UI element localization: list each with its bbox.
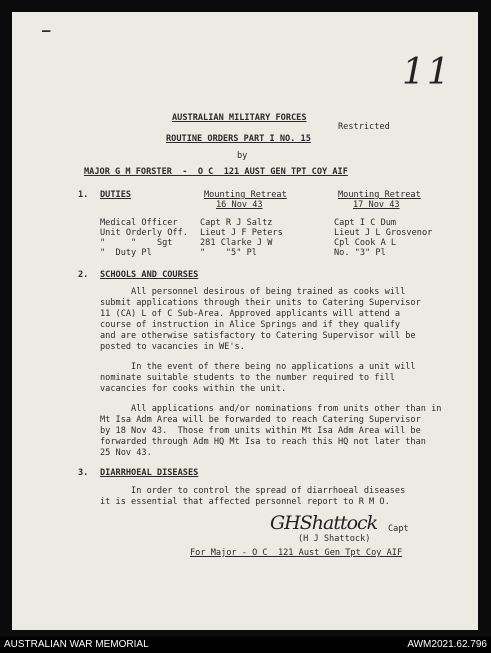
col1-head: Mounting Retreat xyxy=(204,190,287,200)
paragraph-line: forwarded through Adm HQ Mt Isa to reach this HQ not later than xyxy=(100,437,426,447)
paragraph-line: All applications and/or nominations from units other than in xyxy=(100,404,442,414)
duty-day2: No. "3" Pl xyxy=(334,248,386,258)
section1-number: 1. xyxy=(78,190,89,200)
col2-head: Mounting Retreat xyxy=(338,190,421,200)
footer-bar xyxy=(0,637,491,653)
duty-label: " Duty Pl xyxy=(100,248,152,258)
col2-date: 17 Nov 43 xyxy=(353,200,400,210)
duty-day2: Cpl Cook A L xyxy=(334,238,397,248)
handwritten-number: 11 xyxy=(402,52,452,93)
duty-day1: 281 Clarke J W xyxy=(200,238,273,248)
signatory-rank: Capt xyxy=(388,524,409,534)
paragraph-line: 11 (CA) L of C Sub-Area. Approved applicants will attend a xyxy=(100,309,401,319)
signature: GHShattock xyxy=(270,512,378,534)
duty-day2: Capt I C Dum xyxy=(334,218,397,228)
paragraph-line: it is essential that affected personnel report to R M O. xyxy=(100,497,390,507)
section3-number: 3. xyxy=(78,468,89,478)
section1-title: DUTIES xyxy=(100,190,132,200)
section2-number: 2. xyxy=(78,270,89,280)
document-page xyxy=(12,12,478,630)
corner-mark: – xyxy=(42,23,51,39)
paragraph-line: nominate suitable students to the number required to fill xyxy=(100,373,395,383)
duty-day2: Lieut J L Grosvenor xyxy=(334,228,433,238)
duty-label: " " Sgt xyxy=(100,238,173,248)
classification: Restricted xyxy=(338,122,390,132)
footer-left: AUSTRALIAN WAR MEMORIAL xyxy=(4,639,149,650)
duty-day1: " "5" Pl xyxy=(200,248,257,258)
duty-label: Medical Officer xyxy=(100,218,178,228)
col1-date: 16 Nov 43 xyxy=(216,200,263,210)
paragraph-line: course of instruction in Alice Springs and if they qualify xyxy=(100,320,401,330)
paragraph-line: Mt Isa Adm Area will be forwarded to reach Catering Supervisor xyxy=(100,415,421,425)
section2-title: SCHOOLS AND COURSES xyxy=(100,270,199,280)
force-heading: AUSTRALIAN MILITARY FORCES xyxy=(172,113,307,123)
by-line: by xyxy=(237,151,248,161)
orders-title: ROUTINE ORDERS PART I NO. 15 xyxy=(166,134,311,144)
for-line: For Major - O C 121 Aust Gen Tpt Coy AIF xyxy=(190,548,403,558)
paragraph-line: and are otherwise satisfactory to Catering Supervisor will be xyxy=(100,331,416,341)
duty-label: Unit Orderly Off. xyxy=(100,228,188,238)
signatory-name: (H J Shattock) xyxy=(298,534,371,544)
paragraph-line: In order to control the spread of diarrhoeal diseases xyxy=(100,486,406,496)
paragraph-line: submit applications through their units to Catering Supervisor xyxy=(100,298,421,308)
paragraph-line: 25 Nov 43. xyxy=(100,448,152,458)
paragraph-line: All personnel desirous of being trained as cooks will xyxy=(100,287,406,297)
paragraph-line: In the event of there being no applications a unit will xyxy=(100,362,416,372)
duty-day1: Capt R J Saltz xyxy=(200,218,273,228)
footer-right: AWM2021.62.796 xyxy=(407,639,487,650)
section3-title: DIARRHOEAL DISEASES xyxy=(100,468,199,478)
issuer: MAJOR G M FORSTER - O C 121 AUST GEN TPT COY AIF xyxy=(84,167,348,177)
paragraph-line: vacancies for cooks within the unit. xyxy=(100,384,287,394)
paragraph-line: by 18 Nov 43. Those from units within Mt Isa Adm Area will be xyxy=(100,426,421,436)
paragraph-line: posted to vacancies in WE's. xyxy=(100,342,245,352)
duty-day1: Lieut J F Peters xyxy=(200,228,283,238)
